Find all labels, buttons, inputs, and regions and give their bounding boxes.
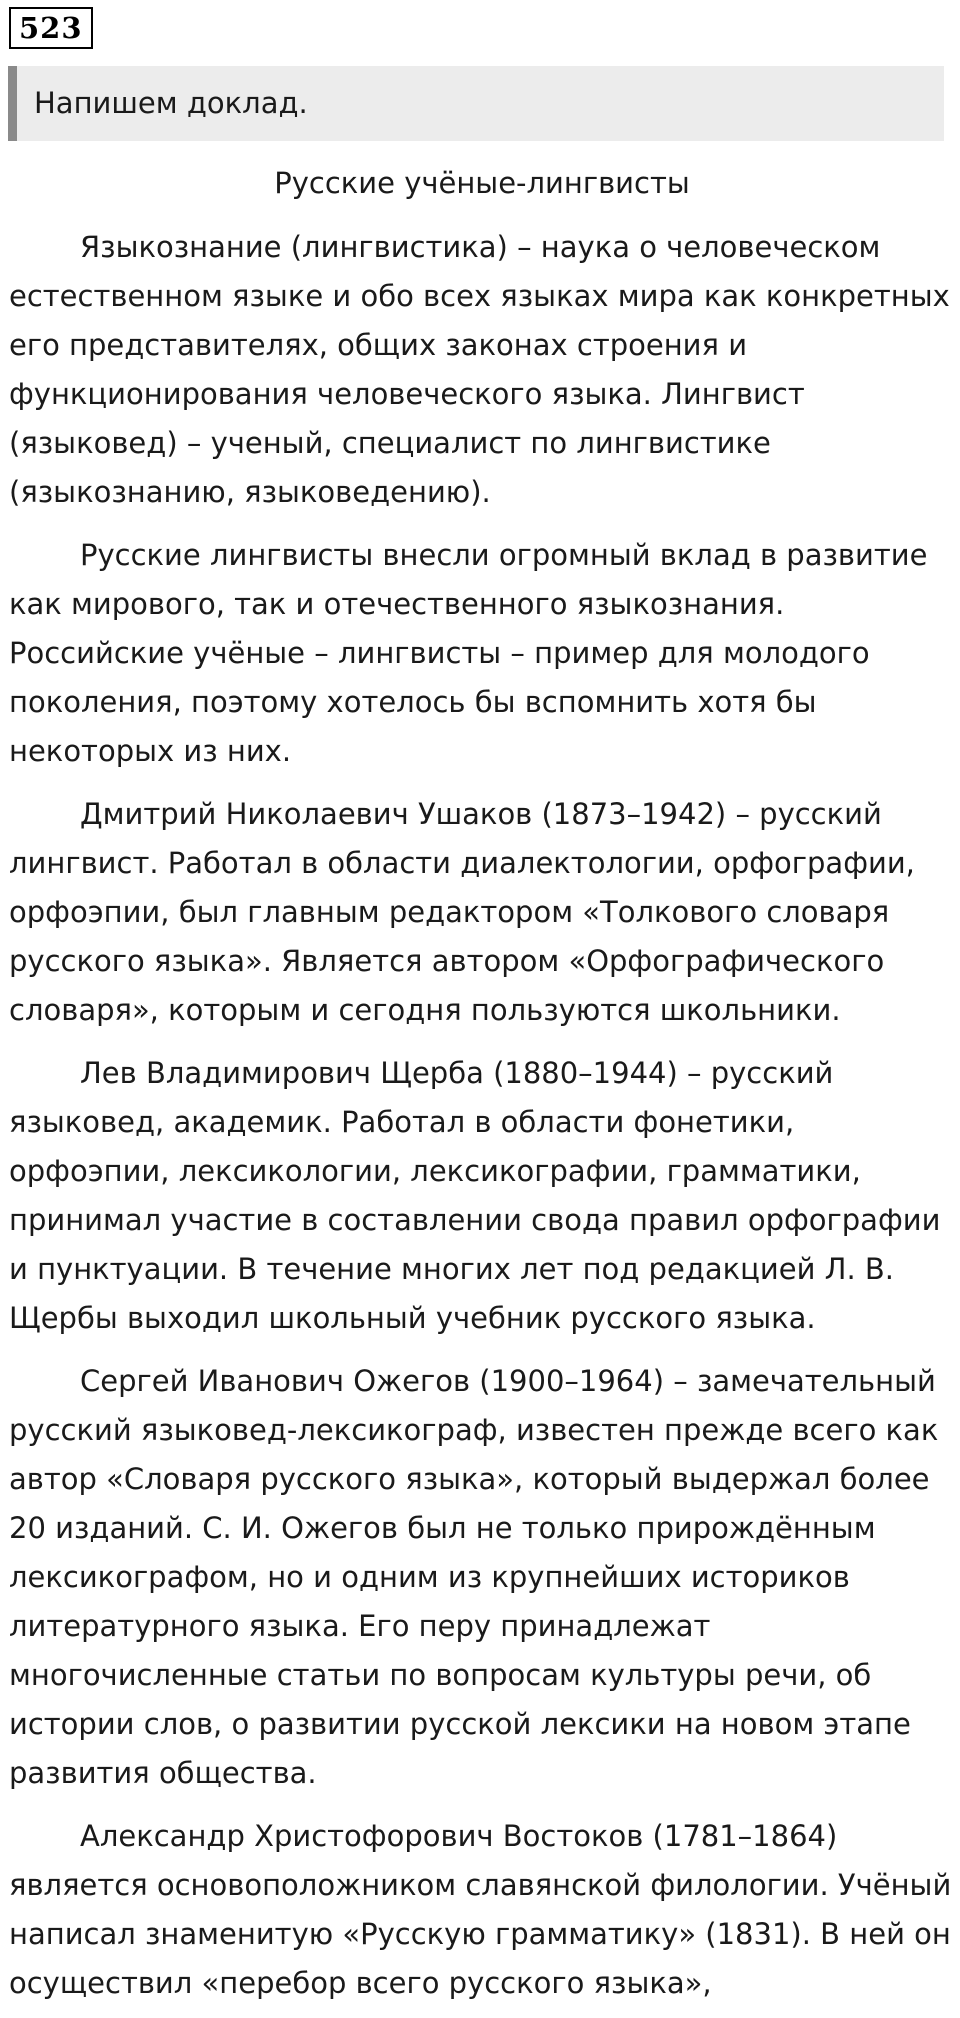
intro-text: Напишем доклад. bbox=[34, 86, 308, 120]
paragraph-ushakov: Дмитрий Николаевич Ушаков (1873–1942) – русский лингвист. Работал в области диалектологии, орфографии, орфоэпии, был главным редактором «Толкового словаря русского языка». Является автором «Орфографического словаря», которым и сегодня пользуются школьники. bbox=[9, 797, 915, 1027]
paragraph-vostokov: Александр Христофорович Востоков (1781–1864) является основоположником славянской филологии. Учёный написал знаменитую «Русскую грамматику» (1831). В ней он осуществил «перебор всего русского языка», bbox=[9, 1819, 952, 2000]
task-number-badge: 523 bbox=[9, 7, 93, 49]
paragraph-definition: Языкознание (лингвистика) – наука о человеческом естественном языке и обо всех языках мира как конкретных его представителях, общих законах строения и функционирования человеческого языка. Лингвист (языковед) – ученый, специалист по лингвистике (языкознанию, языковедению). bbox=[9, 230, 950, 509]
paragraph-introduction: Русские лингвисты внесли огромный вклад в развитие как мирового, так и отечественного языкознания. Российские учёные – лингвисты – пример для молодого поколения, поэтому хотелось бы вспомнить хотя бы некоторых из них. bbox=[9, 538, 928, 768]
paragraph-shcherba: Лев Владимирович Щерба (1880–1944) – русский языковед, академик. Работал в области фонетики, орфоэпии, лексикологии, лексикографии, грамматики, принимал участие в составлении свода правил орфографии и пунктуации. В течение многих лет под редакцией Л. В. Щербы выходил школьный учебник русского языка. bbox=[9, 1056, 941, 1335]
paragraph-ozhegov: Сергей Иванович Ожегов (1900–1964) – замечательный русский языковед-лексикограф, известен прежде всего как автор «Словаря русского языка», который выдержал более 20 изданий. С. И. Ожегов был не только прирождённым лексикографом, но и одним из крупнейших историков литературного языка. Его перу принадлежат многочисленные статьи по вопросам культуры речи, об истории слов, о развитии русской лексики на новом этапе развития общества. bbox=[9, 1364, 939, 1790]
document-body bbox=[9, 223, 955, 2018]
document-title: Русские учёные-лингвисты bbox=[274, 166, 690, 200]
intro-callout bbox=[8, 66, 944, 141]
